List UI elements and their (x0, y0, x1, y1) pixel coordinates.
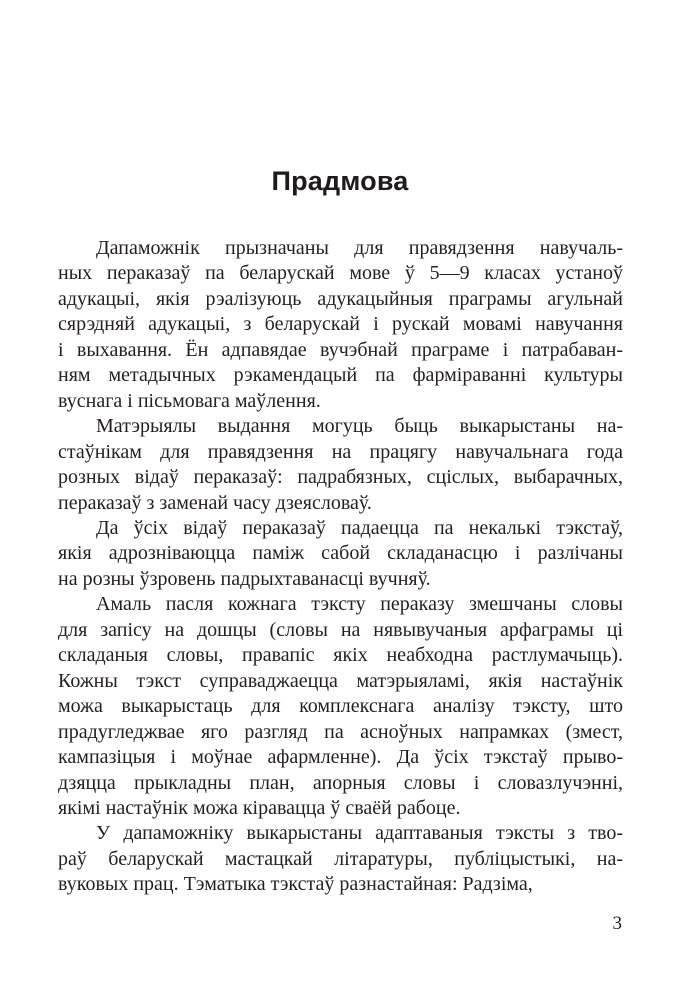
text-line: і выхавання. Ён адпавядае вучэбнай праграме і патрабаван- (58, 338, 623, 361)
text-line: дзяцца прыкладны план, апорныя словы і словазлучэнні, (58, 771, 623, 794)
text-line: на розны ўзровень падрыхтаванасці вучняў. (58, 567, 431, 590)
text-line: кампазіцыя і моўнае афармленне). Да ўсіх тэкстаў прыво- (58, 746, 623, 769)
page-number: 3 (612, 913, 622, 934)
text-line: прадугледжвае яго разгляд па асноўных напрамках (змест, (58, 720, 623, 743)
text-line: складаныя словы, правапіс якіх неабходна растлумачыць). (58, 644, 623, 667)
text-line: сярэдняй адукацыі, з беларускай і рускай мовамі навучання (58, 313, 623, 336)
text-line: У дапаможніку выкарыстаны адаптаваныя тэксты з тво- (96, 822, 623, 845)
text-line: Амаль пасля кожнага тэксту пераказу змешчаны словы (96, 593, 623, 616)
paragraph (58, 236, 623, 414)
text-line: ням метадычных рэкамендацый па фарміраванні культуры (58, 364, 623, 387)
paragraph (58, 414, 623, 516)
text-block (58, 236, 623, 898)
paragraph (58, 821, 623, 897)
text-line: якімі настаўнік можа кіравацца ў сваёй рабоце. (58, 796, 461, 819)
text-line: ных пераказаў па беларускай мове ў 5—9 класах устаноў (58, 262, 623, 285)
text-line: можа выкарыстаць для комплекснага аналізу тэксту, што (58, 695, 623, 718)
text-line: вуснага і пісьмовага маўлення. (58, 389, 321, 412)
text-line: Да ўсіх відаў пераказаў падаецца па некалькі тэкстаў, (96, 516, 623, 539)
text-line: розных відаў пераказаў: падрабязных, сціслых, выбарачных, (58, 466, 623, 489)
text-line: Матэрыялы выдання могуць быць выкарыстаны на- (96, 415, 623, 438)
paragraph (58, 592, 623, 821)
text-line: вуковых прац. Тэматыка тэкстаў разнастайная: Радзіма, (58, 873, 533, 896)
page-title: Прадмова (271, 166, 409, 196)
paragraph (58, 516, 623, 592)
text-line: Кожны тэкст суправаджаецца матэрыяламі, якія настаўнік (58, 669, 623, 692)
text-line: стаўнікам для правядзення на працягу навучальнага года (58, 440, 623, 463)
text-line: для запісу на дошцы (словы на нявывучаныя арфаграмы ці (58, 618, 623, 641)
text-line: пераказаў з заменай часу дзеясловаў. (58, 491, 372, 514)
text-line: раў беларускай мастацкай літаратуры, публіцыстыкі, на- (58, 847, 623, 870)
text-line: Дапаможнік прызначаны для правядзення навучаль- (96, 237, 623, 259)
text-line: адукацыі, якія рэалізуюць адукацыйныя праграмы агульнай (58, 287, 623, 310)
text-line: якія адрозніваюцца паміж сабой складанасцю і разлічаны (58, 542, 623, 565)
